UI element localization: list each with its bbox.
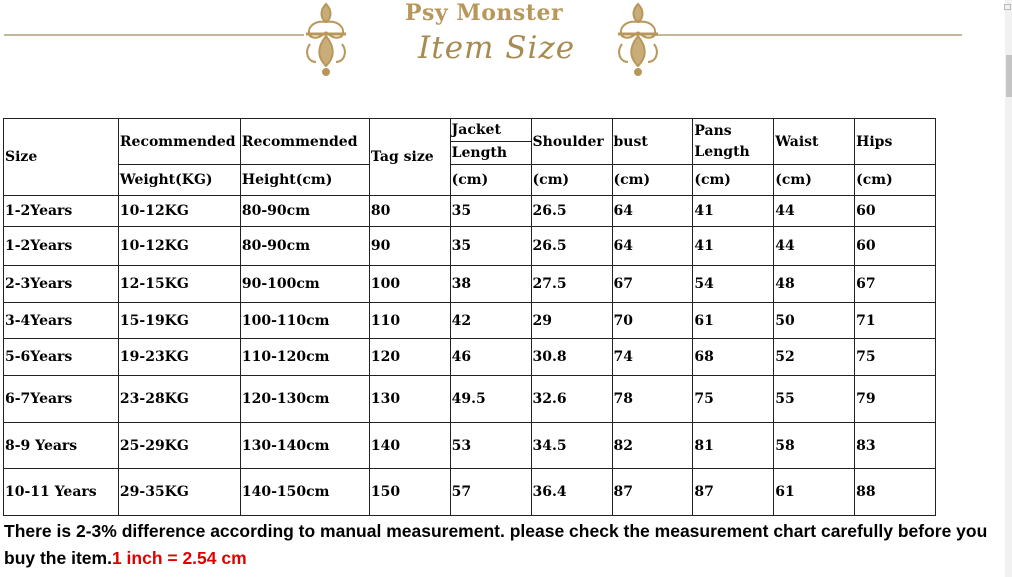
cell-size: 5-6Years: [4, 339, 119, 376]
cell-weight: 23-28KG: [118, 376, 240, 423]
unit-jacket: (cm): [450, 165, 531, 196]
header-pans-line1: Pans: [694, 122, 732, 139]
cell-weight: 10-12KG: [118, 227, 240, 266]
cell-size: 10-11 Years: [4, 469, 119, 516]
cell-size: 3-4Years: [4, 303, 119, 339]
cell-bust: 64: [612, 227, 693, 266]
scrollbar-marker: [1004, 4, 1011, 10]
cell-height: 80-90cm: [240, 227, 369, 266]
cell-hips: 71: [855, 303, 936, 339]
cell-weight: 15-19KG: [118, 303, 240, 339]
cell-size: 8-9 Years: [4, 423, 119, 469]
cell-tag: 150: [369, 469, 450, 516]
cell-waist: 58: [774, 423, 855, 469]
cell-jacket: 38: [450, 266, 531, 303]
cell-weight: 12-15KG: [118, 266, 240, 303]
fleur-ornament-icon: [296, 0, 356, 80]
cell-bust: 64: [612, 196, 693, 227]
cell-tag: 100: [369, 266, 450, 303]
header-bust: bust: [612, 119, 693, 165]
cell-weight: 25-29KG: [118, 423, 240, 469]
header-waist: Waist: [774, 119, 855, 165]
cell-pans: 41: [693, 196, 774, 227]
scrollbar-thumb[interactable]: [1006, 55, 1012, 97]
header-weight-unit: Weight(KG): [118, 165, 240, 196]
cell-size: 6-7Years: [4, 376, 119, 423]
table-row: [4, 423, 936, 469]
brand-name: Psy Monster: [405, 0, 564, 26]
cell-shoulder: 26.5: [531, 227, 612, 266]
cell-shoulder: 36.4: [531, 469, 612, 516]
cell-tag: 110: [369, 303, 450, 339]
cell-bust: 78: [612, 376, 693, 423]
table-row: [4, 303, 936, 339]
cell-weight: 10-12KG: [118, 196, 240, 227]
cell-bust: 70: [612, 303, 693, 339]
cell-jacket: 49.5: [450, 376, 531, 423]
header-weight: Recommended: [118, 119, 240, 165]
header-units-row: [4, 165, 936, 196]
cell-jacket: 57: [450, 469, 531, 516]
unit-waist: (cm): [774, 165, 855, 196]
table-row: [4, 266, 936, 303]
header-pans-line2: Length: [694, 143, 750, 160]
cell-tag: 130: [369, 376, 450, 423]
cell-bust: 82: [612, 423, 693, 469]
header-pans-length: [693, 119, 774, 165]
cell-hips: 60: [855, 196, 936, 227]
cell-waist: 61: [774, 469, 855, 516]
unit-pans: (cm): [693, 165, 774, 196]
table-row: [4, 227, 936, 266]
cell-jacket: 35: [450, 196, 531, 227]
cell-hips: 83: [855, 423, 936, 469]
unit-shoulder: (cm): [531, 165, 612, 196]
cell-tag: 120: [369, 339, 450, 376]
note-text: There is 2-3% difference according to manual measurement. please check the measurement chart carefully before you buy the item.: [4, 521, 988, 568]
header-hips: Hips: [855, 119, 936, 165]
cell-shoulder: 29: [531, 303, 612, 339]
header-row: [4, 119, 936, 165]
header-jacket-line2: Length: [451, 145, 508, 161]
cell-pans: 54: [693, 266, 774, 303]
cell-pans: 68: [693, 339, 774, 376]
table-row: [4, 469, 936, 516]
header-jacket-length: [450, 119, 531, 165]
cell-bust: 67: [612, 266, 693, 303]
decorative-rule-right: [652, 34, 962, 36]
unit-bust: (cm): [612, 165, 693, 196]
cell-bust: 87: [612, 469, 693, 516]
cell-waist: 48: [774, 266, 855, 303]
cell-waist: 44: [774, 227, 855, 266]
cell-pans: 81: [693, 423, 774, 469]
cell-waist: 44: [774, 196, 855, 227]
cell-pans: 41: [693, 227, 774, 266]
cell-height: 130-140cm: [240, 423, 369, 469]
cell-height: 100-110cm: [240, 303, 369, 339]
header-shoulder: Shoulder: [531, 119, 612, 165]
cell-shoulder: 27.5: [531, 266, 612, 303]
measurement-note: [4, 518, 1004, 572]
cell-jacket: 53: [450, 423, 531, 469]
cell-hips: 79: [855, 376, 936, 423]
header-banner: [0, 0, 963, 90]
fleur-ornament-icon: [608, 0, 668, 80]
cell-size: 1-2Years: [4, 196, 119, 227]
cell-shoulder: 26.5: [531, 196, 612, 227]
cell-bust: 74: [612, 339, 693, 376]
cell-pans: 75: [693, 376, 774, 423]
cell-jacket: 35: [450, 227, 531, 266]
table-row: [4, 339, 936, 376]
size-chart-table: [3, 118, 936, 516]
cell-hips: 75: [855, 339, 936, 376]
cell-shoulder: 30.8: [531, 339, 612, 376]
header-height: Recommended: [240, 119, 369, 165]
cell-pans: 87: [693, 469, 774, 516]
cell-height: 80-90cm: [240, 196, 369, 227]
header-size: Size: [4, 119, 119, 196]
table-row: [4, 196, 936, 227]
cell-height: 90-100cm: [240, 266, 369, 303]
cell-height: 120-130cm: [240, 376, 369, 423]
cell-size: 1-2Years: [4, 227, 119, 266]
cell-pans: 61: [693, 303, 774, 339]
header-jacket-line1: Jacket: [451, 119, 531, 142]
cell-height: 110-120cm: [240, 339, 369, 376]
cell-size: 2-3Years: [4, 266, 119, 303]
cell-jacket: 42: [450, 303, 531, 339]
cell-weight: 19-23KG: [118, 339, 240, 376]
unit-hips: (cm): [855, 165, 936, 196]
cell-shoulder: 34.5: [531, 423, 612, 469]
cell-tag: 140: [369, 423, 450, 469]
cell-tag: 80: [369, 196, 450, 227]
cell-shoulder: 32.6: [531, 376, 612, 423]
header-tag-size: Tag size: [369, 119, 450, 196]
cell-hips: 88: [855, 469, 936, 516]
cell-tag: 90: [369, 227, 450, 266]
cell-height: 140-150cm: [240, 469, 369, 516]
header-height-unit: Height(cm): [240, 165, 369, 196]
table-row: [4, 376, 936, 423]
inch-conversion: 1 inch = 2.54 cm: [111, 548, 247, 568]
cell-jacket: 46: [450, 339, 531, 376]
cell-hips: 60: [855, 227, 936, 266]
cell-hips: 67: [855, 266, 936, 303]
page-title: Item Size: [418, 30, 576, 66]
cell-waist: 52: [774, 339, 855, 376]
cell-waist: 50: [774, 303, 855, 339]
decorative-rule-left: [4, 34, 304, 36]
cell-weight: 29-35KG: [118, 469, 240, 516]
cell-waist: 55: [774, 376, 855, 423]
